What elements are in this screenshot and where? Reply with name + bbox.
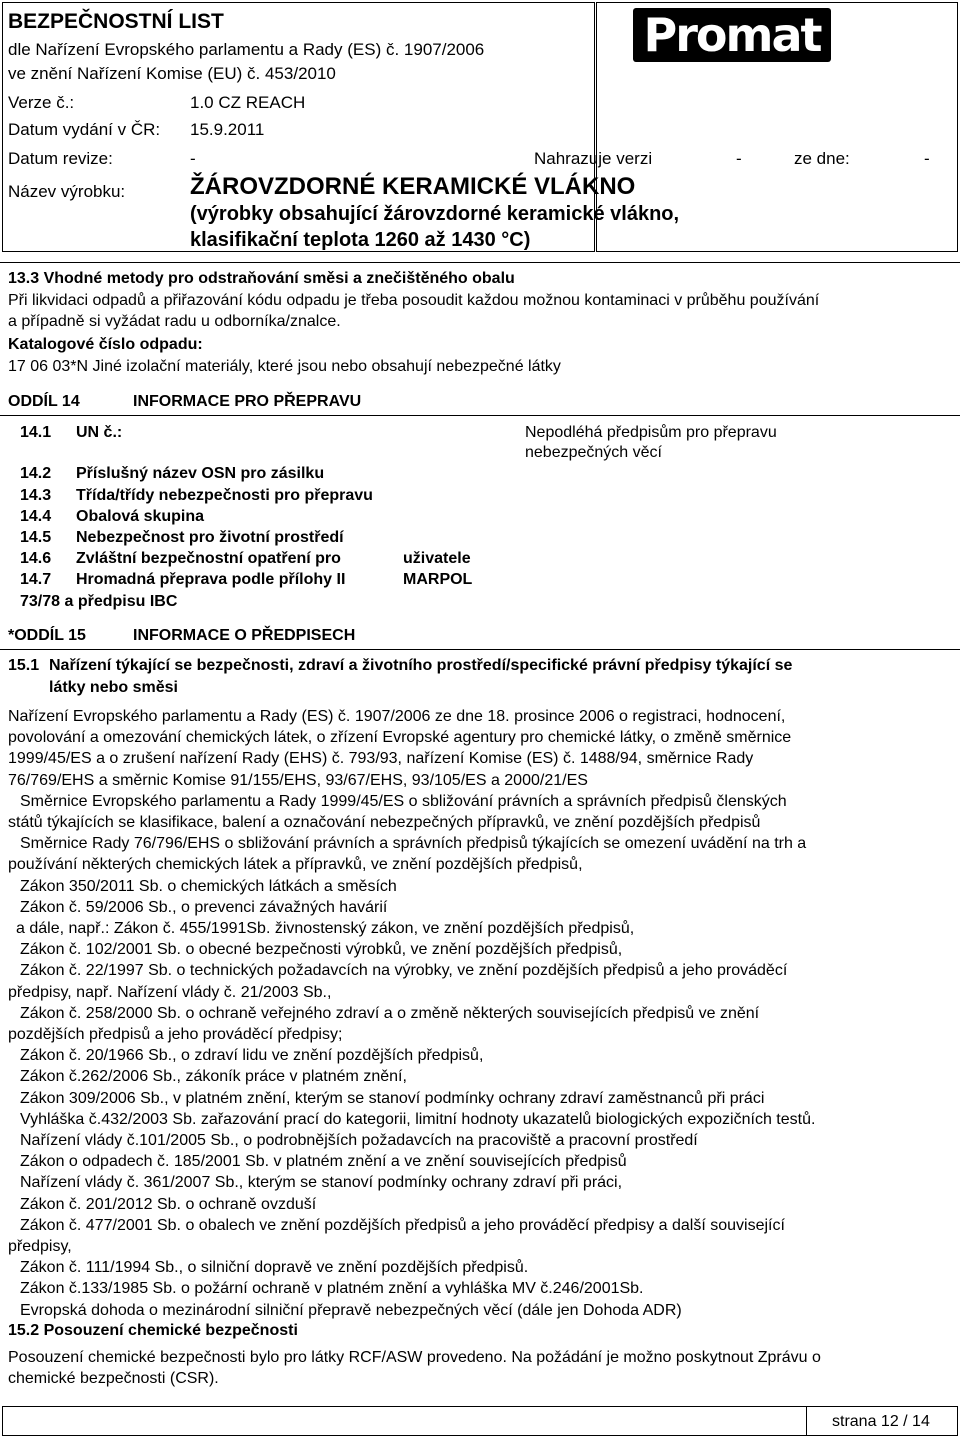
regulation-line: Zákon č. 59/2006 Sb., o prevenci závažných havárií <box>20 898 388 916</box>
item-14-6-number: 14.6 <box>20 550 52 567</box>
item-14-5-number: 14.5 <box>20 529 52 546</box>
version-label: Verze č.: <box>8 93 75 112</box>
replaces-date-value: - <box>924 149 930 168</box>
product-label: Název výrobku: <box>8 182 126 201</box>
regulation-line: Nařízení Evropského parlamentu a Rady (ES) č. 1907/2006 ze dne 18. prosince 2006 o registraci, hodnocení, <box>8 708 786 725</box>
section-15-2-para-2: chemické bezpečnosti (CSR). <box>8 1370 219 1387</box>
item-14-7-extra: MARPOL <box>403 571 473 588</box>
section-15-2-heading: 15.2 Posouzení chemické bezpečnosti <box>8 1322 298 1339</box>
regulation-line: Vyhláška č.432/2003 Sb. zařazování prací do kategorii, limitní hodnoty ukazatelů biologických expozičních testů. <box>20 1110 816 1128</box>
product-name: ŽÁROVZDORNÉ KERAMICKÉ VLÁKNO <box>190 173 636 200</box>
header-rule <box>0 262 960 263</box>
un-value-line-2: nebezpečných věcí <box>525 444 662 461</box>
regulation-line: Zákon č. 111/1994 Sb., o silniční dopravě ve znění pozdějších předpisů. <box>20 1259 529 1277</box>
waste-catalog-value: 17 06 03*N Jiné izolační materiály, které jsou nebo obsahují nebezpečné látky <box>8 358 561 375</box>
regulation-line: Zákon č.262/2006 Sb., zákoník práce v platném znění, <box>20 1068 407 1086</box>
page-number: strana 12 / 14 <box>832 1413 930 1430</box>
regulation-line: Zákon 309/2006 Sb., v platném znění, kterým se stanoví podmínky ochrany zdraví zaměstnanců při práci <box>20 1089 765 1107</box>
regulation-line: Směrnice Evropského parlamentu a Rady 1999/45/ES o sbližování právních a správních předpisů členských <box>20 792 787 810</box>
item-14-3-number: 14.3 <box>20 487 52 504</box>
regulation-line: Zákon č. 258/2000 Sb. o ochraně veřejného zdraví a o změně některých souvisejících předpisů ve znění <box>20 1004 760 1022</box>
section-13-3-para-2: a případně si vyžádat radu u odborníka/znalce. <box>8 313 341 330</box>
document-title: BEZPEČNOSTNÍ LIST <box>8 10 224 33</box>
regulation-line: Zákon č. 477/2001 Sb. o obalech ve znění pozdějších předpisů a jeho prováděcí předpisy a další související <box>20 1216 785 1234</box>
section-14-rule <box>0 415 960 416</box>
section-15-title: INFORMACE O PŘEDPISECH <box>133 627 356 644</box>
replaces-label: Nahrazuje verzi <box>534 149 653 168</box>
item-14-5-text: Nebezpečnost pro životní prostředí <box>76 529 344 546</box>
regulation-line: Zákon 350/2011 Sb. o chemických látkách a směsích <box>20 877 397 895</box>
regulation-line: Zákon č. 201/2012 Sb. o ochraně ovzduší <box>20 1195 317 1213</box>
revision-value: - <box>190 149 196 168</box>
section-15-1-number: 15.1 <box>8 657 40 674</box>
regulation-line: Nařízení vlády č.101/2005 Sb., o podrobnějších požadavcích na pracoviště a pracovní prostředí <box>20 1132 698 1150</box>
issue-date-label: Datum vydání v ČR: <box>8 120 161 139</box>
item-14-1-label: UN č.: <box>76 424 123 441</box>
footer-box <box>2 1406 958 1436</box>
regulation-line-2: ve znění Nařízení Komise (EU) č. 453/2010 <box>8 64 336 83</box>
regulation-line: Zákon č.133/1985 Sb. o požární ochraně v platném znění a vyhláška MV č.246/2001Sb. <box>20 1280 644 1298</box>
revision-label: Datum revize: <box>8 149 113 168</box>
item-14-6-extra: uživatele <box>403 550 471 567</box>
item-14-1-number: 14.1 <box>20 424 52 441</box>
section-15-number: *ODDÍL 15 <box>8 627 86 644</box>
section-15-2-para-1: Posouzení chemické bezpečnosti bylo pro látky RCF/ASW provedeno. Na požádání je možno poskytnout Zprávu o <box>8 1349 821 1366</box>
regulation-line-1: dle Nařízení Evropského parlamentu a Rady (ES) č. 1907/2006 <box>8 40 485 59</box>
regulation-line: povolování a omezování chemických látek, o zřízení Evropské agentury pro chemické látky, o změně směrnice <box>8 729 792 747</box>
un-value-line-1: Nepodléhá předpisům pro přepravu <box>525 424 777 441</box>
section-15-1-body <box>8 706 953 1321</box>
regulation-line: Nařízení vlády č. 361/2007 Sb., kterým se stanoví podmínky ochrany zdraví při práci, <box>20 1174 623 1192</box>
product-subtitle-2: klasifikační teplota 1260 až 1430 °C) <box>190 229 531 251</box>
section-15-1-heading-2: látky nebo směsi <box>49 679 178 696</box>
item-14-2-text: Příslušný název OSN pro zásilku <box>76 465 325 482</box>
regulation-line: Zákon č. 20/1966 Sb., o zdraví lidu ve znění pozdějších předpisů, <box>20 1047 484 1065</box>
issue-date-value: 15.9.2011 <box>190 120 265 139</box>
regulation-line: Směrnice Rady 76/796/EHS o sbližování právních a správních předpisů týkajících se omezení uvádění na trh a <box>20 835 807 853</box>
regulation-line: Zákon č. 22/1997 Sb. o technických požadavcích na výrobky, ve znění pozdějších předpisů a jeho prováděcí <box>20 962 788 980</box>
item-14-4-text: Obalová skupina <box>76 508 205 525</box>
regulation-line: Zákon o odpadech č. 185/2001 Sb. v platném znění a ve znění souvisejících předpisů <box>20 1153 627 1171</box>
item-14-7-continuation: 73/78 a předpisu IBC <box>20 593 178 610</box>
section-14-number: ODDÍL 14 <box>8 393 80 410</box>
regulation-line: Evropská dohoda o mezinárodní silniční přepravě nebezpečných věcí (dále jen Dohoda ADR) <box>20 1301 682 1319</box>
item-14-2-number: 14.2 <box>20 465 52 482</box>
waste-catalog-label: Katalogové číslo odpadu: <box>8 336 203 353</box>
section-13-3-heading: 13.3 Vhodné metody pro odstraňování směsi a znečištěného obalu <box>8 270 515 287</box>
version-value: 1.0 CZ REACH <box>190 93 306 112</box>
regulation-line: předpisy, <box>8 1238 72 1256</box>
regulation-line: 76/769/EHS a směrnic Komise 91/155/EHS, 93/67/EHS, 93/105/ES a 2000/21/ES <box>8 771 588 789</box>
section-13-3-para-1: Při likvidaci odpadů a přiřazování kódu odpadu je třeba posoudit každou možnou kontaminaci v průběhu používání <box>8 292 820 309</box>
section-15-rule <box>0 649 960 650</box>
footer-separator <box>806 1406 807 1436</box>
item-14-7-text: Hromadná přeprava podle přílohy II <box>76 571 346 588</box>
item-14-4-number: 14.4 <box>20 508 52 525</box>
regulation-line: Zákon č. 102/2001 Sb. o obecné bezpečnosti výrobků, ve znění pozdějších předpisů, <box>20 941 623 959</box>
regulation-line: používání některých chemických látek a přípravků, ve znění pozdějších předpisů, <box>8 856 583 874</box>
regulation-line: pozdějších předpisů a jeho prováděcí předpisy; <box>8 1026 343 1044</box>
item-14-3-text: Třída/třídy nebezpečnosti pro přepravu <box>76 487 373 504</box>
product-subtitle-1: (výrobky obsahující žárovzdorné keramické vlákno, <box>190 203 680 225</box>
section-15-1-heading-1: Nařízení týkající se bezpečnosti, zdraví a životního prostředí/specifické právní předpisy týkající se <box>49 657 793 674</box>
regulation-line: států týkajících se klasifikace, balení a označování nebezpečných přípravků, ve znění pozdějších předpisů <box>8 814 761 832</box>
regulation-line: 1999/45/ES a o zrušení nařízení Rady (EHS) č. 793/93, nařízení Komise (ES) č. 1488/94, směrnice Rady <box>8 750 754 768</box>
regulation-line: předpisy, např. Nařízení vlády č. 21/2003 Sb., <box>8 983 332 1001</box>
item-14-7-number: 14.7 <box>20 571 52 588</box>
regulation-line: a dále, např.: Zákon č. 455/1991Sb. živnostenský zákon, ve znění pozdějších předpisů, <box>16 920 635 938</box>
promat-logo: Promat <box>633 8 831 62</box>
replaces-value: - <box>736 149 742 168</box>
section-14-title: INFORMACE PRO PŘEPRAVU <box>133 393 362 410</box>
item-14-6-text: Zvláštní bezpečnostní opatření pro <box>76 550 341 567</box>
replaces-date-label: ze dne: <box>794 149 850 168</box>
